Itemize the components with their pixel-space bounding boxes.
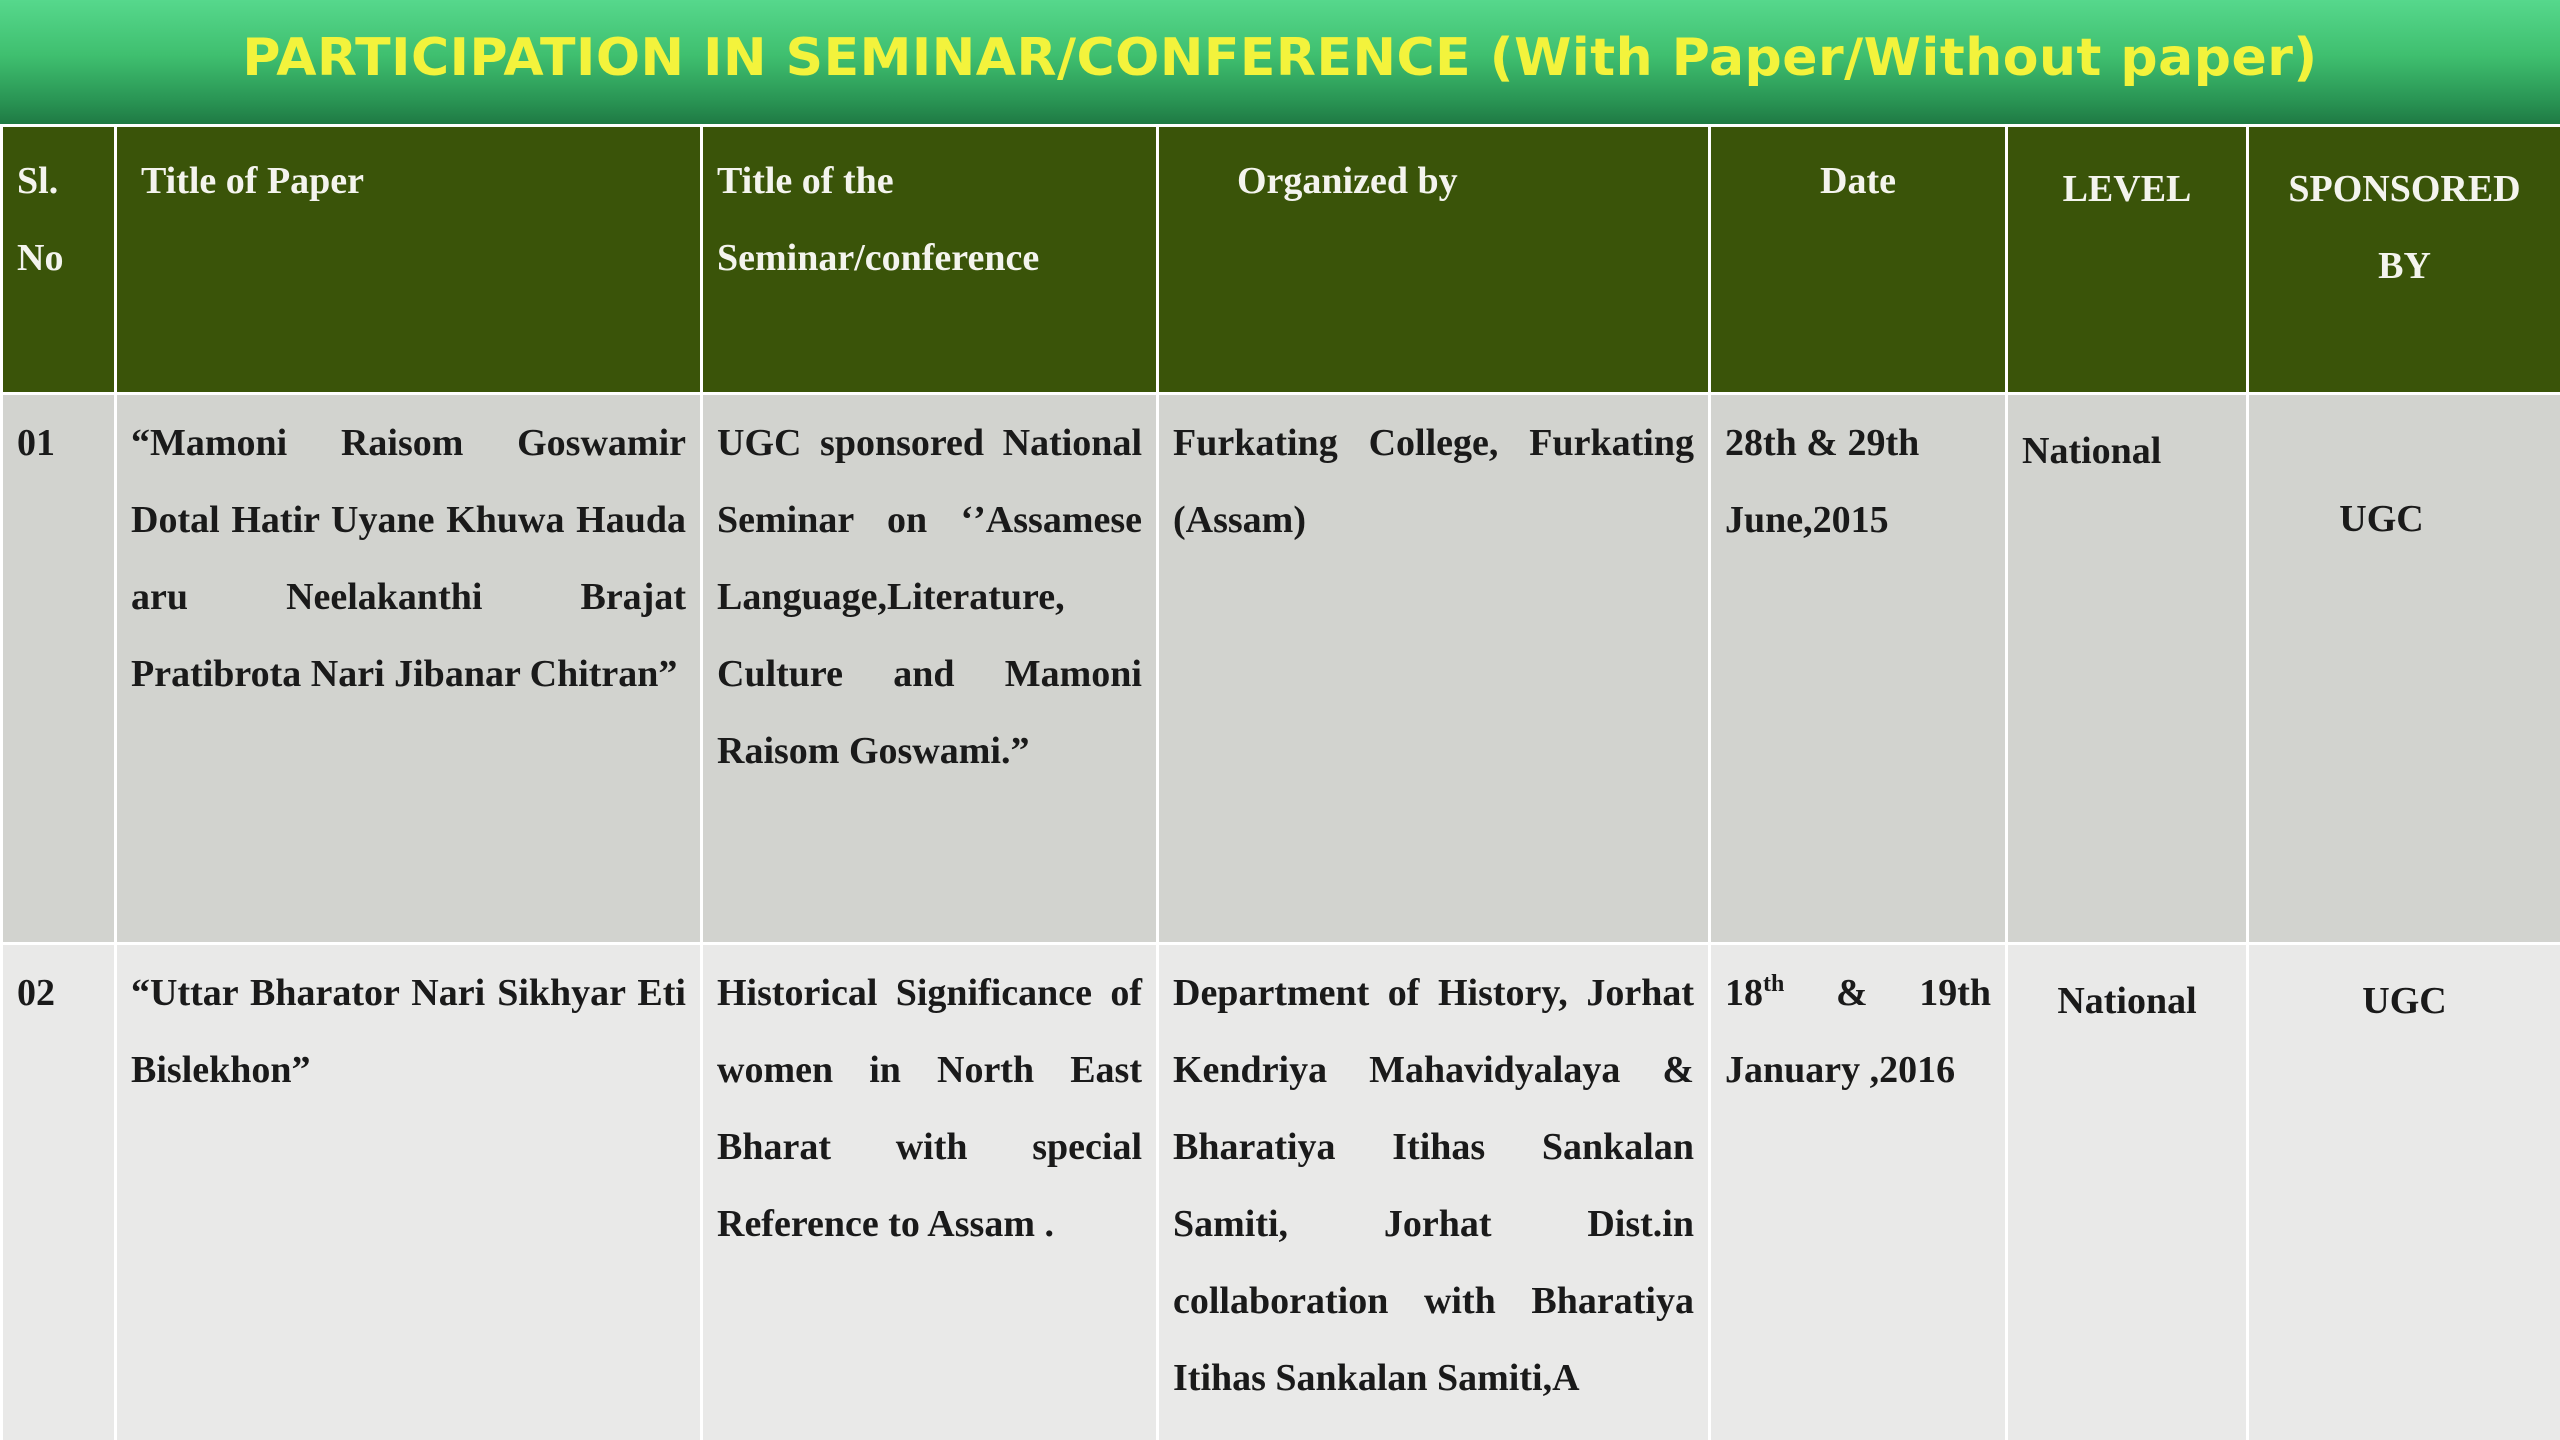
table-row [2,394,2560,944]
slide-title: PARTICIPATION IN SEMINAR/CONFERENCE (With Paper/Without paper) [242,28,2318,88]
participation-table [0,124,2560,1440]
table-row [2,944,2560,1440]
header-organized-by: Organized by [1158,126,1710,394]
header-level: LEVEL [2007,126,2248,394]
date-rest: & 19th January ,2016 [1725,972,1991,1091]
header-title-of-paper: Title of Paper [116,126,702,394]
cell-title-of-paper: “Mamoni Raisom Goswamir Dotal Hatir Uyane Khuwa Hauda aru Neelakanthi Brajat Pratibrota Nari Jibanar Chitran” [116,394,702,944]
header-sl-no: Sl. No [2,126,116,394]
cell-title-of-seminar: Historical Significance of women in North East Bharat with special Reference to Assam . [702,944,1158,1440]
cell-level: National [2007,944,2248,1440]
cell-title-of-seminar: UGC sponsored National Seminar on ‘’Assamese Language,Literature, Culture and Mamoni Raisom Goswami.” [702,394,1158,944]
cell-level: National [2007,394,2248,944]
header-title-of-seminar: Title of the Seminar/conference [702,126,1158,394]
cell-sponsored-by: UGC [2248,394,2560,944]
cell-date: 28th & 29th June,2015 [1710,394,2007,944]
title-banner [0,0,2560,124]
cell-title-of-paper: “Uttar Bharator Nari Sikhyar Eti Bislekhon” [116,944,702,1440]
cell-sl-no: 02 [2,944,116,1440]
table-header-row [2,126,2560,394]
cell-sponsored-by: UGC [2248,944,2560,1440]
cell-organized-by: Department of History, Jorhat Kendriya Mahavidyalaya & Bharatiya Itihas Sankalan Samiti, Jorhat Dist.in collaboration with Bharatiya Itihas Sankalan Samiti,A [1158,944,1710,1440]
date-day-suffix: th [1763,971,1785,997]
header-date: Date [1710,126,2007,394]
header-sponsored-by: SPONSORED BY [2248,126,2560,394]
date-day: 18 [1725,972,1763,1014]
cell-date [1710,944,2007,1440]
cell-organized-by: Furkating College, Furkating (Assam) [1158,394,1710,944]
cell-sl-no: 01 [2,394,116,944]
